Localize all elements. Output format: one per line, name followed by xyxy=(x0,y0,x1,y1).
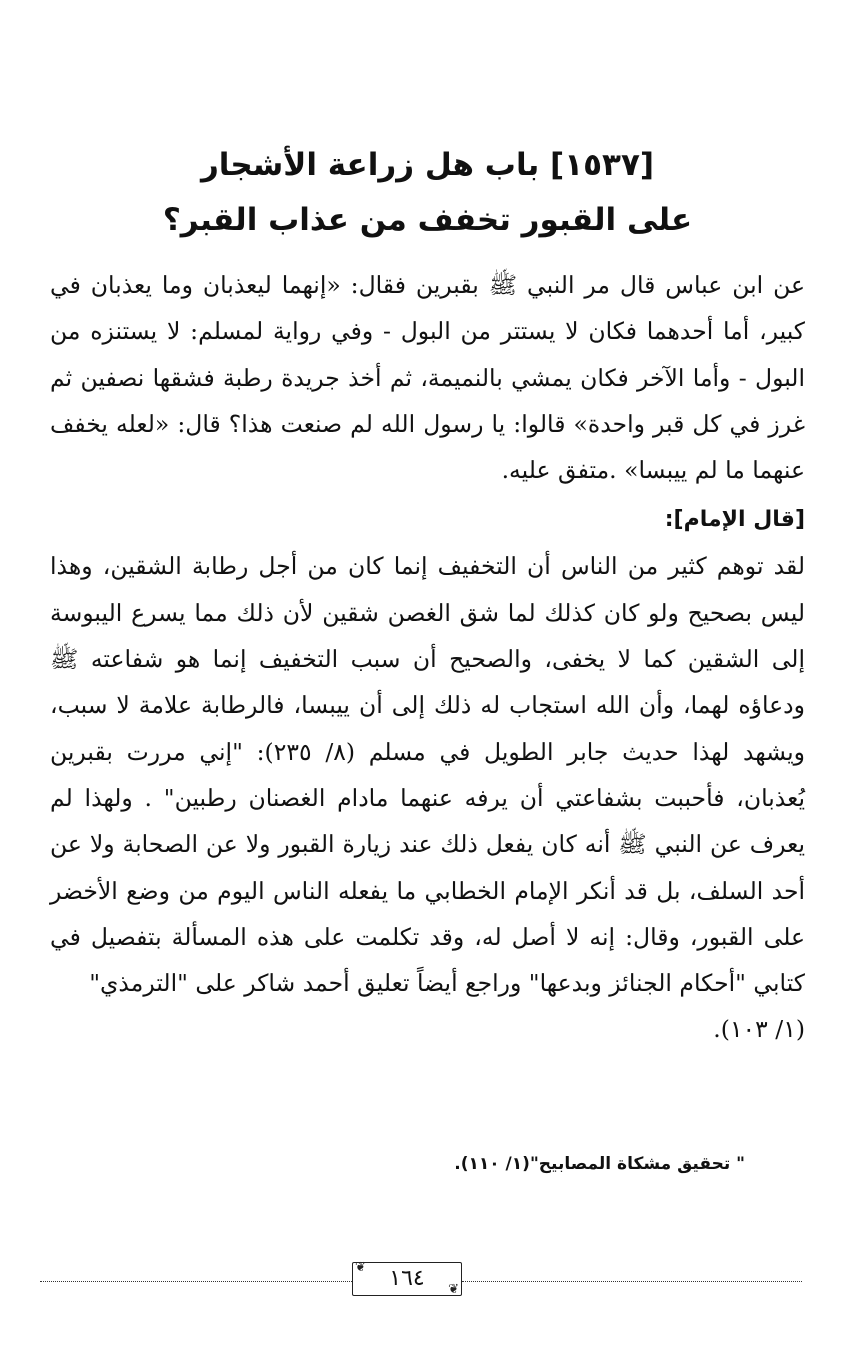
imam-heading: [قال الإمام]: xyxy=(664,507,805,533)
hadith-paragraph: عن ابن عباس قال مر النبي ﷺ بقبرين فقال: «إنهما ليعذبان وما يعذبان في كبير، أما أحدهما فكان لا يستتر من البول - وفي رواية لمسلم: لا يستنزه من البول - وأما الآخر فكان يمشي بالنميمة، ثم أخذ جريدة رطبة فشقها نصفين ثم غرز في كل قبر واحدة» قالوا: يا رسول الله لم صنعت هذا؟ قال: «لعله يخفف عنهما ما لم ييبسا» .متفق عليه. xyxy=(50,271,805,485)
commentary-reference: (١/ ١٠٣). xyxy=(713,1015,805,1044)
source-footnote: " تحقيق مشكاة المصابيح"(١/ ١١٠). xyxy=(454,1154,745,1174)
chapter-title xyxy=(60,138,795,248)
footer-divider-left xyxy=(40,1281,352,1282)
footer-divider-right xyxy=(462,1281,802,1282)
chapter-title-line-2: على القبور تخفف من عذاب القبر؟ xyxy=(162,202,693,238)
page-body xyxy=(50,262,805,1052)
page-number-frame xyxy=(352,1262,462,1296)
commentary-paragraph: لقد توهم كثير من الناس أن التخفيف إنما كان من أجل رطابة الشقين، وهذا ليس بصحيح ولو كان كذلك لما شق الغصن شقين لأن ذلك مما يسرع اليبوسة إلى الشقين كما لا يخفى، والصحيح أن سبب التخفيف إنما هو شفاعته ﷺ ودعاؤه لهما، وأن الله استجاب له ذلك إلى أن ييبسا، فالرطابة علامة لا سبب، ويشهد لهذا حديث جابر الطويل في مسلم (٨/ ٢٣٥): "إني مررت بقبرين يُعذبان، فأحببت بشفاعتي أن يرفه عنهما مادام الغصنان رطبين" . ولهذا لم يعرف عن النبي ﷺ أنه كان يفعل ذلك عند زيارة القبور ولا عن الصحابة ولا عن أحد السلف، بل قد أنكر الإمام الخطابي ما يفعله الناس اليوم من وضع الأخضر على القبور، وقال: إنه لا أصل له، وقد تكلمت على هذه المسألة بتفصيل في كتابي "أحكام الجنائز وبدعها" وراجع أيضاً تعليق أحمد شاكر على "الترمذي" xyxy=(50,552,805,998)
corner-ornament-icon: ❦ xyxy=(448,1282,459,1297)
page-number: ١٦٤ xyxy=(389,1266,425,1291)
corner-ornament-icon: ❦ xyxy=(355,1260,366,1275)
chapter-title-line-1: [١٥٣٧] باب هل زراعة الأشجار xyxy=(200,147,655,183)
